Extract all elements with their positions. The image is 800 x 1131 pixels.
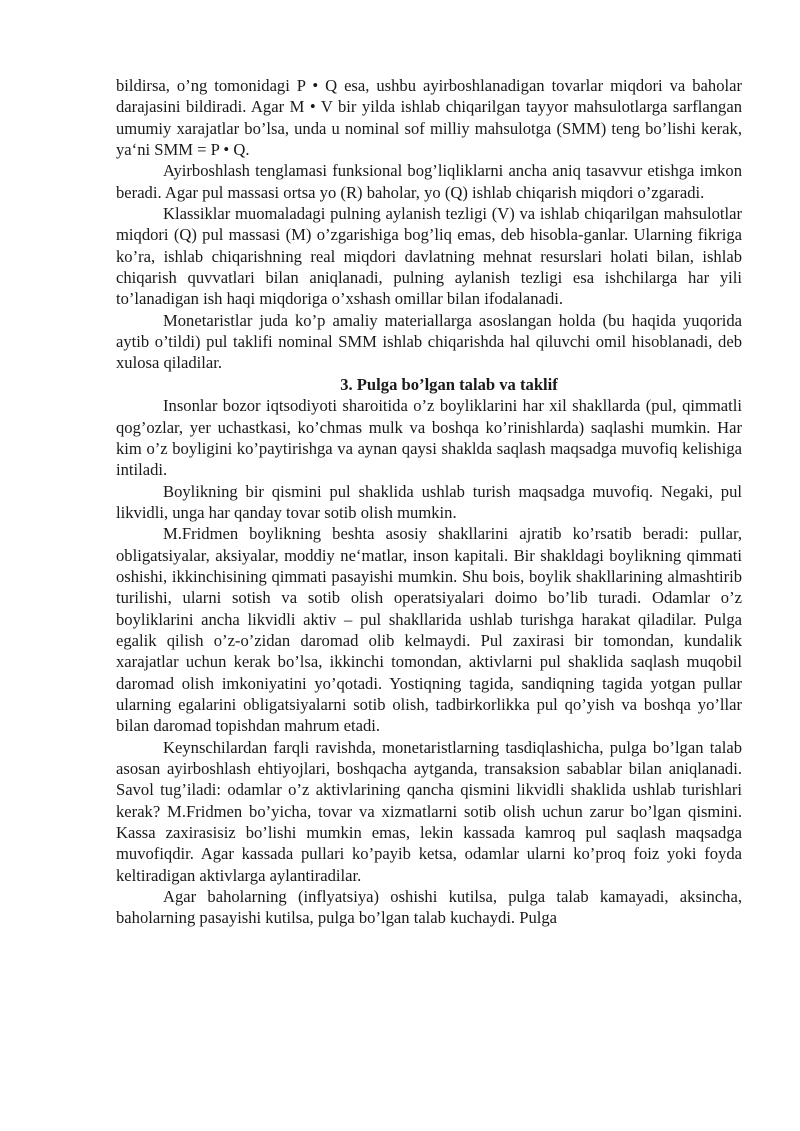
- paragraph-9: Agar baholarning (inflyatsiya) oshishi kutilsa, pulga talab kamayadi, aksincha, baholarning pasayishi kutilsa, pulga bo’lgan talab kuchaydi. Pulga: [116, 887, 742, 928]
- paragraph-7: M.Fridmen boylikning beshta asosiy shakllarini ajratib ko’rsatib beradi: pullar, obligatsiyalar, aksiyalar, moddiy ne‘matlar, inson kapitali. Bir shakldagi boylikning qimmati oshishi, ikkinchisining qimmati pasayishi mumkin. Shu bois, boylik shakllarining almashtirib turilishi, ularni sotish va sotib olish operatsiyalari doimo bo’lib turadi. Odamlar o’z boyliklarini ancha likvidli aktiv – pul shakllarida ushlab turishga harakat qiladilar. Pulga egalik qilish o’z-o’zidan daromad olib kelmaydi. Pul zaxirasi bir tomondan, kundalik xarajatlar uchun kerak bo’lsa, ikkinchi tomondan, aktivlarni pul shaklida saqlash muqobil daromad olish imkoniyatini yo’qotadi. Yostiqning tagida, sandiqning tagida yotgan pullar ularning egalarini obligatsiyalarni sotib olish, tadbirkorlikka pul qo’yish va boshqa yo’llar bilan daromad topishdan mahrum etadi.: [116, 524, 742, 736]
- paragraph-5: Insonlar bozor iqtsodiyoti sharoitida o’z boyliklarini har xil shakllarda (pul, qimmatli qog’ozlar, yer uchastkasi, ko’chmas mulk va boshqa ko’rinishlarda) saqlashi mumkin. Har kim o’z boyligini ko’paytirishga va aynan qaysi shaklda saqlash maqsadga muvofiq kelishiga intiladi.: [116, 396, 742, 480]
- paragraph-2: Ayirboshlash tenglamasi funksional bog’liqliklarni ancha aniq tasavvur etishga imkon beradi. Agar pul massasi ortsa yo (R) baholar, yo (Q) ishlab chiqarish miqdori o’zgaradi.: [116, 161, 742, 202]
- paragraph-6: Boylikning bir qismini pul shaklida ushlab turish maqsadga muvofiq. Negaki, pul likvidli, unga har qanday tovar sotib olish mumkin.: [116, 481, 742, 522]
- section-heading: 3. Pulga bo’lgan talab va taklif: [340, 374, 558, 394]
- paragraph-4: Monetaristlar juda ko’p amaliy materiallarga asoslangan holda (bu haqida yuqorida aytib o’tildi) pul taklifi nominal SMM ishlab chiqarishda hal qiluvchi omil hisoblanadi, deb xulosa qiladilar.: [116, 310, 742, 373]
- paragraph-1: bildirsa, o’ng tomonidagi P • Q esa, ushbu ayirboshlanadigan tovarlar miqdori va baholar darajasini bildiradi. Agar M • V bir yilda ishlab chiqarilgan tayyor mahsulotlarga sarflangan umumiy xarajatlar bo’lsa, unda u nominal sof milliy mahsulotga (SMM) teng bo’lishi kerak, ya‘ni SMM = P • Q.: [116, 76, 742, 160]
- document-page: [116, 75, 742, 929]
- paragraph-8: Keynschilardan farqli ravishda, monetaristlarning tasdiqlashicha, pulga bo’lgan talab asosan ayirboshlash ehtiyojlari, boshqacha aytganda, transaksion sabablar bilan aniqlanadi. Savol tug’iladi: odamlar o’z aktivlarining qancha qismini likvidli shaklida ushlab turishlari kerak? M.Fridmen bo’yicha, tovar va xizmatlarni sotib olish uchun zarur bo’lgan qismini. Kassa zaxirasisiz bo’lishi mumkin emas, lekin kassada kamroq pul saqlash maqsadga muvofiqdir. Agar kassada pullari ko’payib ketsa, odamlar ularni ko’proq foiz yoki foyda keltiradigan aktivlarga aylantiradilar.: [116, 737, 742, 885]
- paragraph-3: Klassiklar muomaladagi pulning aylanish tezligi (V) va ishlab chiqarilgan mahsulotlar miqdori (Q) pul massasi (M) o’zgarishiga bog’liq emas, deb hisobla-ganlar. Ularning fikriga ko’ra, ishlab chiqarishning real miqdori davlatning mehnat resurslari holati bilan, ishlab chiqarish quvvatlari bilan aniqlanadi, pulning aylanish tezligi esa ishchilarga har yili to’lanadigan ish haqi miqdoriga o’xshash omillar bilan ifodalanadi.: [116, 204, 742, 309]
